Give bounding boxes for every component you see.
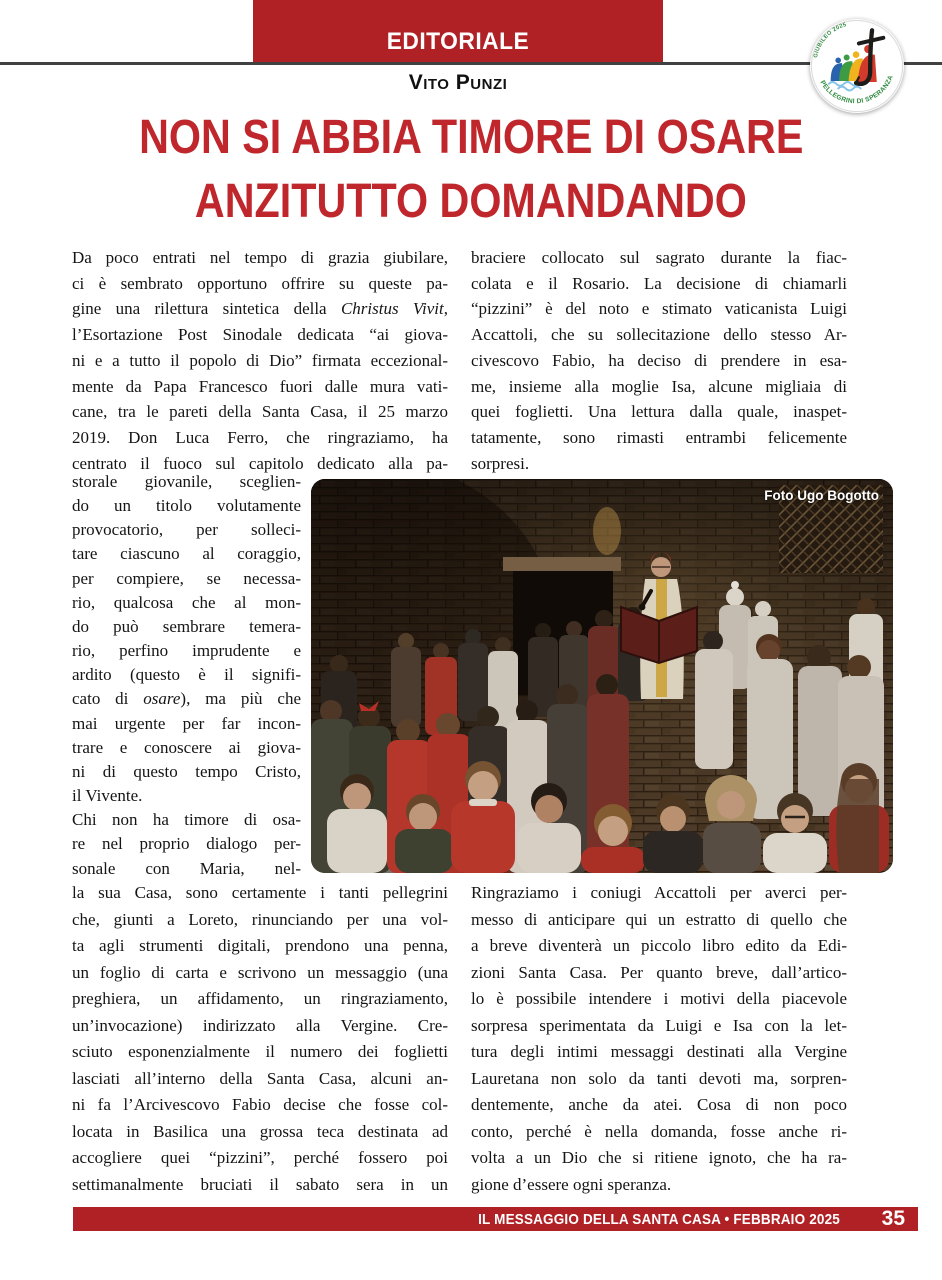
text-line: a breve diventerà un piccolo libro edito da Edi- [471,936,847,955]
text-line: mai urgente per far incon- [72,713,301,733]
text-line: ardito (questo è il signifi- [72,665,301,685]
text-line: accogliere quei “pizzini”, perché fossero poi [72,1148,448,1167]
text-line: Chi non ha timore di osa- [72,810,301,830]
journal-title: IL MESSAGGIO DELLA SANTA CASA • FEBBRAIO 2025 [477,1210,840,1228]
article-title-line1: NON SI ABBIA TIMORE DI OSARE [138,111,804,164]
article-title-line2: ANZITUTTO DOMANDANDO [195,175,747,228]
text-line: ta agli strumenti digitali, prendono una penna, [72,936,448,955]
text-line: “pizzini” è del noto e stimato vaticanista Luigi [471,299,847,319]
text-line: sonale con Maria, nel- [72,858,301,878]
text-line: do può sembrare temera- [72,616,301,636]
article-column-left-top [72,245,448,476]
text-line: lasciati all’interno della Santa Casa, alcuni an- [72,1068,448,1088]
text-line: per compiere, se necessa- [72,568,301,588]
text-line: sorpresi. [471,453,530,473]
article-column-right-top [471,245,847,476]
header-rule [0,62,942,65]
text-line: il Vivente. [72,786,143,806]
text-line: civescovo Fabio, ha deciso di prendere in esa- [471,350,847,370]
text-line: la sua Casa, sono certamente i tanti pellegrini [72,883,448,902]
text-line: centrato il fuoco sul capitolo dedicato alla pa- [72,453,448,473]
text-line: conto, perché è nella domanda, fosse anche ri- [471,1121,847,1141]
text-line: trare e conoscere ai giova- [72,737,301,757]
text-line: Ringraziamo i coniugi Accattoli per averci per- [471,883,847,902]
text-line: gione d’essere ogni speranza. [471,1174,672,1194]
text-line: 2019. Don Luca Ferro, che ringraziamo, ha [72,427,448,447]
text-line: mente da Papa Francesco fuori dalle mura vati- [72,376,448,396]
text-line: locata in Basilica una grossa teca destinata ad [72,1121,448,1141]
text-line: provocatorio, per solleci- [72,520,301,540]
article-title [0,106,942,234]
text-line: preghiera, un affidamento, un ringraziamento, [72,989,448,1008]
text-line: rio, perfino imprudente e [72,641,301,661]
text-line: Accattoli, che su sollecitazione dello stesso Ar- [471,325,847,345]
text-line: che, giunti a Loreto, rinunciando per una vol- [72,909,448,929]
jubilee-2025-logo [810,19,904,113]
article-column-left-bottom [72,880,448,1198]
section-label: EDITORIALE [386,28,530,55]
photo-credit: Foto Ugo Bogotto [764,488,879,503]
text-line: sorpresa sperimentata da Luigi e Isa con la let- [471,1015,847,1035]
footer-bar [73,1207,918,1231]
text-line: tura degli intimi messaggi destinati alla Vergine [471,1042,847,1061]
text-line: rio, qualcosa che al mon- [72,592,301,612]
article-photo [311,479,893,873]
text-line: Lauretana non solo da tanti devoti ma, sorpren- [471,1068,847,1088]
text-line: Da poco entrati nel tempo di grazia giubilare, [72,248,448,267]
text-line: tatamente, sono rimasti entrambi felicemente [471,427,847,447]
text-line: un’invocazione) indirizzato alla Vergine. Cre- [72,1015,448,1035]
text-line: cato di osare), ma più che [72,689,301,709]
text-line: zioni Santa Casa. Per quanto breve, dall’artico- [471,962,847,982]
text-line: quei foglietti. Una lettura dalla quale, inaspet- [471,402,847,422]
text-line: un foglio di carta e scrivono un messaggio (una [72,962,448,982]
text-line: braciere collocato sul sagrato durante la fiac- [471,248,847,267]
text-line: storale giovanile, sceglien- [72,472,301,491]
text-line: l’Esortazione Post Sinodale dedicata “ai giova- [72,325,448,345]
text-line: do un titolo volutamente [72,496,301,516]
text-line: tare ciascuno al coraggio, [72,544,301,564]
article-column-right-bottom [471,880,847,1198]
text-line: sciuto esponenzialmente il numero dei foglietti [72,1042,448,1061]
text-line: settimanalmente bruciati il sabato sera in un [72,1174,448,1194]
logo-top-text: GIUBILEO 2025 [812,22,848,59]
photo-illustration [311,479,893,873]
text-line: ni fa l’Arcivescovo Fabio decise che fosse col- [72,1095,448,1114]
text-line: messo di anticipare qui un estratto di quello che [471,909,847,929]
author-name: Vito Punzi [408,71,508,94]
text-line: lo è possibile intendere i motivi della piacevole [471,989,847,1008]
text-line: ni di questo tempo Cristo, [72,761,301,781]
text-line: volta a un Dio che si ritiene ignoto, che ha ra- [471,1148,847,1167]
page-number: 35 [881,1207,905,1230]
text-line: gine una rilettura sintetica della Christus Vivit, [72,299,448,319]
text-line: ci è sembrato opportuno offrire su queste pa- [72,273,448,293]
text-line: ni e a tutto il popolo di Dio” firmata eccezional- [72,350,448,370]
text-line: dentemente, anche da atei. Cosa di non poco [471,1095,847,1114]
logo-bottom-text: PELLEGRINI DI SPERANZA [818,74,895,106]
text-line: colata e il Rosario. La decisione di chiamarli [471,273,847,293]
text-line: re nel proprio dialogo per- [72,834,301,854]
text-line: cane, tra le pareti della Santa Casa, il 25 marzo [72,402,448,422]
text-line: me, insieme alla moglie Isa, alcune migliaia di [471,376,847,396]
article-column-narrow [72,470,301,881]
jubilee-logo-graphic [810,19,904,113]
section-banner [253,0,663,63]
